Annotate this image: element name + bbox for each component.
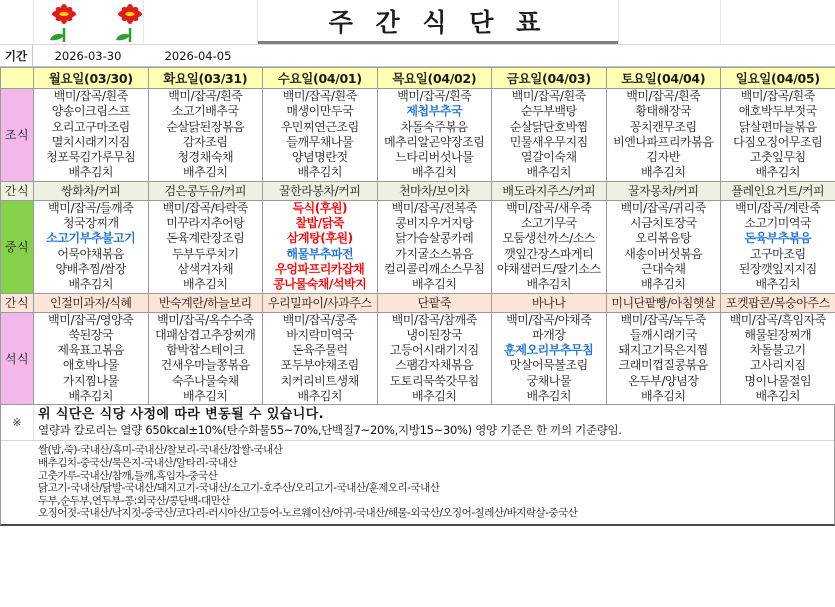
menu-item: 배추김치 — [68, 165, 114, 180]
menu-item: 쑥된장국 — [68, 327, 114, 342]
menu-item: 배추김치 — [640, 277, 686, 292]
breakfast-cell-tue — [148, 89, 263, 182]
dinner-cell-sun — [721, 312, 835, 405]
day-header-thu: 목요일(04/02) — [377, 68, 492, 89]
header-band — [0, 0, 835, 45]
menu-item: 야채샐러드/딸기소스 — [496, 261, 601, 276]
dinner-cell-tue — [148, 312, 263, 405]
lunch-cell-fri — [492, 200, 607, 293]
breakfast-cell-mon — [34, 89, 149, 182]
menu-item: 가지찜나물 — [62, 373, 119, 388]
menu-item: 콩비지우거지탕 — [395, 216, 474, 231]
breakfast-cell-sat — [606, 89, 721, 182]
menu-item: 고등어시래기지짐 — [389, 343, 479, 358]
menu-item: 근대숙채 — [640, 261, 686, 276]
period-start-date: 2026-03-30 — [54, 48, 122, 63]
menu-item: 비엔나파프리카볶음 — [613, 134, 714, 149]
menu-item: 순살닭단호박찜 — [509, 119, 588, 134]
menu-item: 감자조림 — [182, 134, 228, 149]
menu-item: 소고기무국 — [520, 216, 577, 231]
menu-item: 소고기부추불고기 — [46, 231, 136, 246]
flower-decoration — [30, 0, 190, 45]
menu-item: 백미/잡곡/타락죽 — [162, 200, 248, 215]
page-title — [258, 0, 618, 44]
snack-top-tue: 검은콩두유/커피 — [148, 181, 263, 200]
menu-item: 배추김치 — [755, 277, 801, 292]
menu-item: 메추리알곤약장조림 — [384, 134, 485, 149]
menu-item: 백미/잡곡/계란죽 — [735, 200, 821, 215]
menu-item: 궁채나물 — [526, 373, 572, 388]
table-corner-cell — [1, 68, 34, 89]
menu-item: 배추김치 — [68, 389, 114, 404]
menu-item: 제첩부추국 — [406, 104, 463, 119]
menu-item: 득식(후원) — [292, 200, 348, 215]
lunch-cell-thu — [377, 200, 492, 293]
menu-item: 백미/잡곡/들깨죽 — [48, 200, 134, 215]
row-label-lunch: 중식 — [1, 200, 34, 293]
page-title-text: 주 간 식 단 표 — [328, 7, 548, 37]
day-header-mon: 월요일(03/30) — [34, 68, 149, 89]
menu-item: 백미/잡곡/흰죽 — [282, 89, 357, 103]
snack-bottom-mon: 인절미과자/식혜 — [34, 293, 149, 312]
menu-item: 배추김치 — [182, 389, 228, 404]
menu-item: 배추김치 — [182, 165, 228, 180]
menu-item: 백미/잡곡/야채죽 — [506, 312, 592, 327]
period-end-date: 2026-04-05 — [164, 48, 232, 63]
menu-item: 백미/잡곡/흑임자죽 — [729, 312, 826, 327]
menu-item: 차돌불고기 — [749, 343, 806, 358]
menu-item: 오리고구마조림 — [51, 119, 130, 134]
snack-bottom-row — [1, 293, 835, 312]
menu-item: 꽁치캔무조림 — [629, 119, 697, 134]
menu-item: 백미/잡곡/귀리죽 — [620, 200, 706, 215]
menu-item: 멸치시래기지짐 — [51, 134, 130, 149]
lunch-cell-sun — [721, 200, 835, 293]
menu-item: 명이나물절임 — [744, 373, 812, 388]
menu-item: 돈육부추볶음 — [744, 231, 812, 246]
period-label: 기간 — [0, 45, 33, 66]
menu-item: 대패삼겹고추장찌개 — [155, 327, 256, 342]
notice-lines — [34, 405, 834, 440]
dinner-row — [1, 312, 835, 405]
menu-item: 해물된장찌개 — [744, 327, 812, 342]
menu-item: 배추김치 — [182, 277, 228, 292]
lunch-row — [1, 200, 835, 293]
menu-item: 순살닭된장볶음 — [166, 119, 245, 134]
menu-item: 백미/잡곡/흰죽 — [168, 89, 243, 103]
menu-item: 컬리콜리깨소스무침 — [384, 261, 485, 276]
menu-item: 함박찹스테이크 — [166, 343, 245, 358]
flower-icon — [30, 0, 190, 45]
menu-item: 배추김치 — [526, 389, 572, 404]
menu-item: 열갈이숙채 — [520, 150, 577, 165]
menu-item: 애호박두부젓국 — [738, 104, 817, 119]
menu-item: 파개장 — [532, 327, 566, 342]
row-label-dinner: 석식 — [1, 312, 34, 405]
origin-line: 배추김치-중국산/묵은지-국내산/알타리-국내산 — [38, 456, 238, 469]
menu-item: 소고기미역국 — [744, 216, 812, 231]
snack-bottom-wed: 우리밀파이/사과주스 — [263, 293, 378, 312]
menu-item: 배추김치 — [526, 277, 572, 292]
asterisk-icon: ※ — [1, 405, 34, 440]
menu-item: 우엉파프리카잡채 — [275, 261, 365, 276]
snack-top-row — [1, 181, 835, 200]
menu-item: 도토리묵쑥갓무침 — [389, 373, 479, 388]
menu-item: 순두부백탕 — [520, 104, 577, 119]
dinner-cell-fri — [492, 312, 607, 405]
menu-item: 시금치토장국 — [629, 216, 697, 231]
lunch-cell-tue — [148, 200, 263, 293]
menu-item: 백미/잡곡/녹두죽 — [620, 312, 706, 327]
day-header-sun: 일요일(04/05) — [721, 68, 835, 89]
menu-item: 온두부/양념장 — [628, 373, 699, 388]
menu-item: 배추김치 — [68, 277, 114, 292]
menu-item: 백미/잡곡/흰죽 — [53, 89, 128, 103]
row-label-snack-top: 간식 — [1, 181, 34, 200]
menu-item: 닭가슴살콩카레 — [395, 231, 474, 246]
menu-item: 어묵야채볶음 — [57, 246, 125, 261]
day-header-fri: 금요일(04/03) — [492, 68, 607, 89]
menu-item: 양배추찜/쌈장 — [55, 261, 126, 276]
menu-item: 훈제오리부추무침 — [504, 343, 594, 358]
notice-block — [1, 405, 834, 441]
menu-item: 황태해장국 — [635, 104, 692, 119]
menu-item: 배추김치 — [411, 165, 457, 180]
menu-item: 양송이크림스프 — [51, 104, 130, 119]
period-row — [0, 45, 835, 67]
snack-bottom-sat: 미니단팥빵/아침햇살 — [606, 293, 721, 312]
menu-item: 청포묵김가루무침 — [46, 150, 136, 165]
snack-bottom-thu: 단팥죽 — [377, 293, 492, 312]
menu-item: 모둠생선까스/소스 — [502, 231, 596, 246]
breakfast-cell-thu — [377, 89, 492, 182]
breakfast-cell-sun — [721, 89, 835, 182]
menu-item: 들깨무채나물 — [286, 134, 354, 149]
menu-item: 들깨시래기국 — [629, 327, 697, 342]
menu-item: 애호박나물 — [62, 358, 119, 373]
menu-item: 돈육주물럭 — [291, 343, 348, 358]
origin-line: 쌀(밥,죽)-국내산/흑미-국내산/찰보리-국내산/찹쌀-국내산 — [38, 444, 283, 457]
menu-item: 백미/잡곡/영양죽 — [48, 312, 134, 327]
dinner-cell-wed — [263, 312, 378, 405]
menu-item: 다짐오징어무조림 — [733, 134, 823, 149]
menu-item: 깻잎간장스파게티 — [504, 246, 594, 261]
origin-line: 두부,순두부,연두부-콩:외국산/콩단백-대만산 — [38, 494, 230, 507]
snack-bottom-fri: 바나나 — [492, 293, 607, 312]
menu-item: 백미/잡곡/새우죽 — [506, 200, 592, 215]
menu-item: 숙주나물숙채 — [171, 373, 239, 388]
menu-item: 고구마조림 — [749, 246, 806, 261]
menu-item: 냉이된장국 — [406, 327, 463, 342]
menu-item: 미꾸라지추어탕 — [166, 216, 245, 231]
snack-top-mon: 쌍화차/커피 — [34, 181, 149, 200]
row-label-breakfast: 조식 — [1, 89, 34, 182]
snack-top-thu: 천마차/보이차 — [377, 181, 492, 200]
menu-item: 삼색겨자채 — [177, 261, 234, 276]
menu-item: 포두부야채조림 — [280, 358, 359, 373]
menu-item: 돼지고기묵은지찜 — [618, 343, 708, 358]
menu-item: 제육표고볶음 — [57, 343, 125, 358]
menu-item: 배추김치 — [755, 389, 801, 404]
menu-item: 치커리비트생채 — [280, 373, 359, 388]
menu-item: 배추김치 — [526, 165, 572, 180]
menu-item: 백미/잡곡/콩죽 — [282, 312, 357, 327]
menu-item: 스팸감자채볶음 — [395, 358, 474, 373]
menu-item: 백미/잡곡/참깨죽 — [391, 312, 477, 327]
menu-item: 찰밥/닭죽 — [295, 216, 344, 231]
day-header-wed: 수요일(04/01) — [263, 68, 378, 89]
snack-top-sun: 플레인요거트/커피 — [721, 181, 835, 200]
menu-item: 배추김치 — [411, 389, 457, 404]
menu-item: 백미/잡곡/옥수수죽 — [157, 312, 254, 327]
menu-item: 배추김치 — [640, 165, 686, 180]
notice-secondary: 열량과 칼로리는 열량 650kcal±10%(탄수화물55~70%,단백질7~20%,지방15~30%) 영양 기준은 한 끼의 기준량임. — [38, 423, 622, 438]
menu-item: 바지락미역국 — [286, 327, 354, 342]
snack-top-fri: 배도라지주스/커피 — [492, 181, 607, 200]
menu-item: 가지굴소스볶음 — [395, 246, 474, 261]
lunch-cell-mon — [34, 200, 149, 293]
origin-line: 오징어젓-국내산/낙지젓-중국산/코다리-러시아산/고등어-노르웨이산/아귀-국내산/해물-외국산/오징어-칠레산/바지락살-중국산 — [38, 507, 578, 520]
menu-item: 느타리버섯나물 — [395, 150, 474, 165]
lunch-cell-wed — [263, 200, 378, 293]
footer — [0, 405, 835, 526]
dinner-cell-mon — [34, 312, 149, 405]
menu-item: 두부두루치기 — [171, 246, 239, 261]
menu-item: 소고기배추국 — [171, 104, 239, 119]
menu-item: 고사리지짐 — [749, 358, 806, 373]
menu-item: 돈육계란장조림 — [166, 231, 245, 246]
menu-item: 고춧잎무침 — [749, 150, 806, 165]
menu-item: 오리볶음탕 — [635, 231, 692, 246]
day-header-tue: 화요일(03/31) — [148, 68, 263, 89]
snack-top-sat: 꿀자몽차/커피 — [606, 181, 721, 200]
menu-item: 백미/잡곡/전복죽 — [391, 200, 477, 215]
breakfast-cell-fri — [492, 89, 607, 182]
lunch-cell-sat — [606, 200, 721, 293]
menu-item: 콩나물숙채/석박지 — [273, 277, 367, 292]
snack-bottom-tue: 반숙계란/하늘보리 — [148, 293, 263, 312]
menu-item: 배추김치 — [411, 277, 457, 292]
menu-item: 배추김치 — [640, 389, 686, 404]
menu-item: 백미/잡곡/흰죽 — [626, 89, 701, 103]
menu-item: 우민찌연근조림 — [280, 119, 359, 134]
menu-item: 김자반 — [646, 150, 680, 165]
menu-item: 배추김치 — [297, 165, 343, 180]
menu-item: 백미/잡곡/흰죽 — [397, 89, 472, 103]
origin-line: 닭고기-국내산/닭발-국내산/돼지고기-국내산/소고기-호주산/오리고기-국내산/훈제오리-국내산 — [38, 482, 440, 495]
menu-item: 배추김치 — [297, 389, 343, 404]
origin-info-block — [1, 441, 834, 524]
breakfast-row — [1, 89, 835, 182]
dinner-cell-thu — [377, 312, 492, 405]
menu-item: 건새우마늘쫑볶음 — [160, 358, 250, 373]
menu-item: 차돌숙주볶음 — [400, 119, 468, 134]
weekly-menu-table — [0, 67, 835, 405]
snack-bottom-sun: 포켓팝콘/복숭아주스 — [721, 293, 835, 312]
menu-item: 배추김치 — [755, 165, 801, 180]
menu-item: 된장깻잎지지짐 — [738, 261, 817, 276]
menu-item: 양념명란젓 — [291, 150, 348, 165]
menu-item: 백미/잡곡/흰죽 — [740, 89, 815, 103]
row-label-snack-bottom: 간식 — [1, 293, 34, 312]
origin-line: 고춧가루-국내산/참깨,들깨,흑임자-중국산 — [38, 469, 218, 482]
dinner-cell-sat — [606, 312, 721, 405]
breakfast-cell-wed — [263, 89, 378, 182]
menu-item: 맛살어묵볼조림 — [509, 358, 588, 373]
menu-item: 크래미껍질콩볶음 — [618, 358, 708, 373]
snack-top-wed: 꿀한라봉차/커피 — [263, 181, 378, 200]
notice-primary: 위 식단은 식당 사정에 따라 변동될 수 있습니다. — [38, 407, 325, 423]
menu-item: 해물부추파전 — [286, 246, 354, 261]
period-filler — [253, 45, 835, 66]
menu-item: 백미/잡곡/흰죽 — [511, 89, 586, 103]
menu-item: 매생이만두국 — [286, 104, 354, 119]
menu-item: 새송이버섯볶음 — [624, 246, 703, 261]
menu-item: 청경채숙채 — [177, 150, 234, 165]
menu-item: 삼계탕(후원) — [286, 231, 353, 246]
menu-item: 민물새우무지짐 — [509, 134, 588, 149]
table-header-row — [1, 68, 835, 89]
menu-item: 청국장찌개 — [62, 216, 119, 231]
day-header-sat: 토요일(04/04) — [606, 68, 721, 89]
menu-item: 닭살편마늘볶음 — [738, 119, 817, 134]
